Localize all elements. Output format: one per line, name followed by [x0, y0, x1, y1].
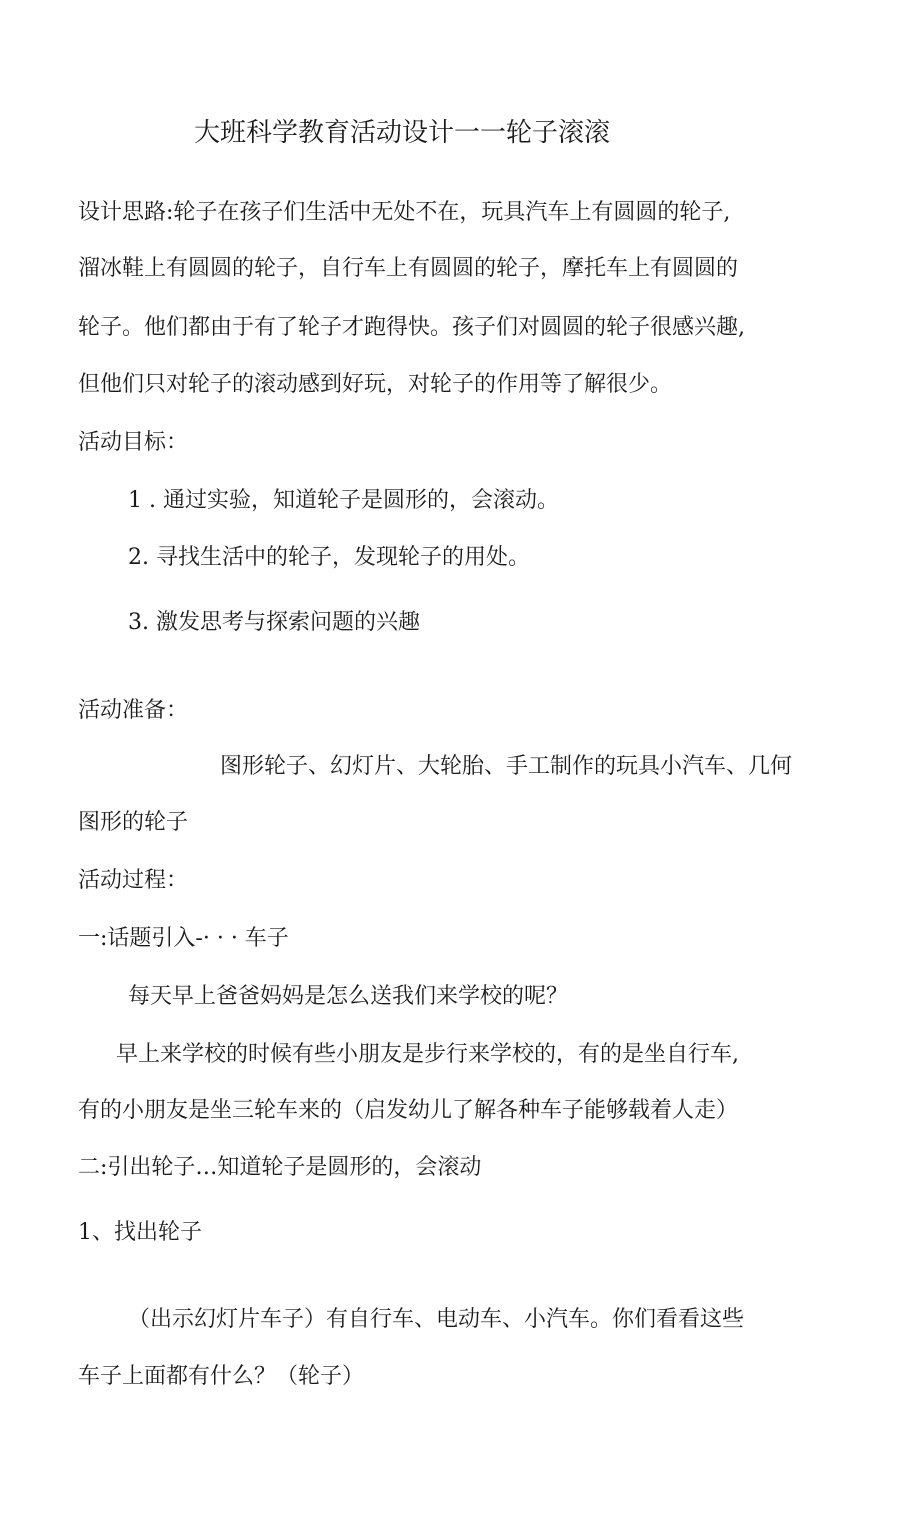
document-title: 大班科学教育活动设计一一轮子滚滚 [194, 118, 611, 148]
goals-heading: 活动目标： [78, 430, 189, 455]
preparation-line: 图形轮子、幻灯片、大轮胎、手工制作的玩具小汽车、几何 [220, 754, 793, 779]
step1-line: 车子上面都有什么？（轮子） [78, 1364, 365, 1389]
goal-item: 2. 寻找生活中的轮子，发现轮子的用处。 [128, 545, 530, 570]
design-idea-line: 设计思路:轮子在孩子们生活中无处不在，玩具汽车上有圆圆的轮子, [78, 200, 731, 225]
part2-heading: 二:引出轮子…知道轮子是圆形的，会滚动 [78, 1155, 482, 1180]
goal-item: 3. 激发思考与探索问题的兴趣 [128, 610, 420, 635]
design-idea-line: 轮子。他们都由于有了轮子才跑得快。孩子们对圆圆的轮子很感兴趣, [78, 315, 745, 340]
part1-heading: 一:话题引入-· · · 车子 [78, 926, 289, 951]
answer-line: 早上来学校的时候有些小朋友是步行来学校的，有的是坐自行车, [116, 1042, 739, 1067]
question-text: 每天早上爸爸妈妈是怎么送我们来学校的呢？ [128, 984, 569, 1009]
design-idea-line: 溜冰鞋上有圆圆的轮子，自行车上有圆圆的轮子，摩托车上有圆圆的 [78, 256, 739, 281]
preparation-heading: 活动准备： [78, 698, 189, 723]
preparation-line: 图形的轮子 [78, 810, 189, 835]
design-idea-line: 但他们只对轮子的滚动感到好玩，对轮子的作用等了解很少。 [78, 372, 673, 397]
answer-line: 有的小朋友是坐三轮车来的（启发幼儿了解各种车子能够载着人走） [78, 1098, 739, 1123]
step1-line: （出示幻灯片车子）有自行车、电动车、小汽车。你们看看这些 [128, 1307, 745, 1332]
step1-heading: 1、找出轮子 [78, 1220, 202, 1245]
goal-item: 1 . 通过实验，知道轮子是圆形的，会滚动。 [128, 488, 559, 513]
process-heading: 活动过程： [78, 868, 189, 893]
